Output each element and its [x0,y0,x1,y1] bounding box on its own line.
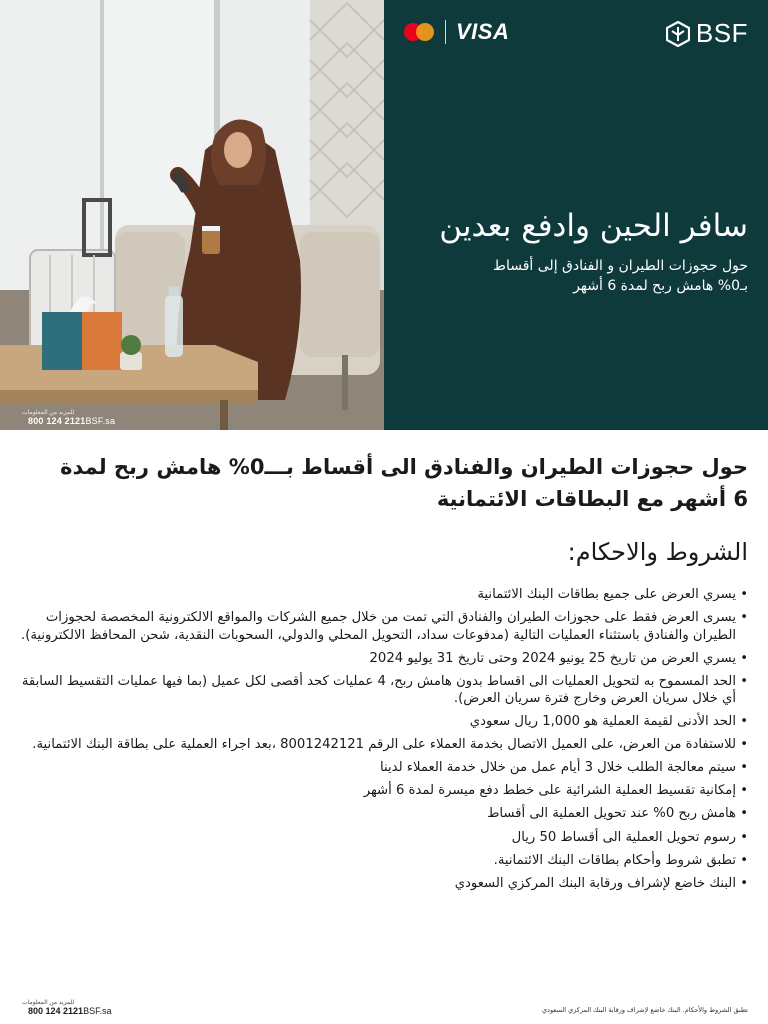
hero-subtitle [408,256,748,297]
bsf-hexagon-icon [666,21,690,47]
mastercard-logo [404,22,436,42]
terms-item: • للاستفادة من العرض، على العميل الاتصال بخدمة العملاء على الرقم 8001242121 ،بعد اجراء العملية على بطاقة البنك الائتمانية. [20,736,748,754]
bsf-wordmark: BSF [695,18,748,48]
terms-item: • هامش ربح 0% عند تحويل العملية الى أقساط [20,805,748,823]
terms-item: • تطبق شروط وأحكام بطاقات البنك الائتمانية. [20,852,748,870]
footer-contact-label: للمزيد من المعلومات [22,1000,75,1006]
hero-photo [0,0,384,430]
hero-subtitle-line-2: بـ0% هامش ربح لمدة 6 أشهر [573,278,748,295]
bsf-logo [666,18,748,49]
hero-banner [0,0,768,430]
photo-contact-info [22,409,115,426]
terms-item: • يسري العرض من تاريخ 25 يونيو 2024 وحتى تاريخ 31 يوليو 2024 [20,650,748,668]
phone-number: 800 124 2121 [28,416,86,426]
footer-disclaimer: تطبق الشروط والأحكام. البنك خاضع لإشراف ورقابة البنك المركزي السعودي [541,1006,748,1014]
footer-contact-info [22,999,112,1016]
terms-list [20,586,748,898]
terms-item: • إمكانية تقسيط العملية الشرائية على خطط دفع ميسرة لمدة 6 أشهر [20,782,748,800]
terms-heading: الشروط والاحكام: [567,538,748,566]
terms-item: • سيتم معالجة الطلب خلال 3 أيام عمل من خلال خدمة العملاء لدينا [20,759,748,777]
terms-item: • يسري العرض على جميع بطاقات البنك الائتمانية [20,586,748,604]
contact-label: للمزيد من المعلومات [22,410,75,416]
woman-traveler-illustration [0,0,384,430]
terms-item: • الحد الأدنى لقيمة العملية هو 1,000 ريال سعودي [20,713,748,731]
hero-panel [384,0,768,430]
website-link[interactable]: BSF.sa [85,416,116,426]
hero-subtitle-line-1: حول حجوزات الطيران و الفنادق إلى أقساط [493,258,748,274]
offer-heading: حول حجوزات الطيران والفنادق الى أقساط بـــ0% هامش ربح لمدة 6 أشهر مع البطاقات الائتمانية [60,455,748,511]
visa-logo: VISA [456,19,510,44]
logo-divider [445,20,446,44]
footer-website-link[interactable]: BSF.sa [83,1006,112,1016]
terms-item: • الحد المسموح به لتحويل العمليات الى اقساط بدون هامش ربح، 4 عمليات كحد أقصى لكل عميل (بما فيها عمليات التقسيط السابقة أي خلال سريان العرض وخارج فترة سريان العرض). [20,673,748,708]
hero-title: سافر الحين وادفع بعدين [439,208,748,244]
footer-phone-number: 800 124 2121 [28,1006,84,1016]
terms-item: • البنك خاضع لإشراف ورقابة البنك المركزي السعودي [20,875,748,893]
terms-item: • يسرى العرض فقط على حجوزات الطيران والفنادق التي تمت من خلال جميع الشركات والمواقع الالكترونية المخصصة لحجوزات الطيران والفنادق باستثناء العمليات التالية (مدفوعات سداد، التحويل المحلي والدولي، السحوبات النقدية، شحن المحافظ الالكترونية). [20,609,748,644]
terms-item: • رسوم تحويل العملية الى أقساط 50 ريال [20,829,748,847]
